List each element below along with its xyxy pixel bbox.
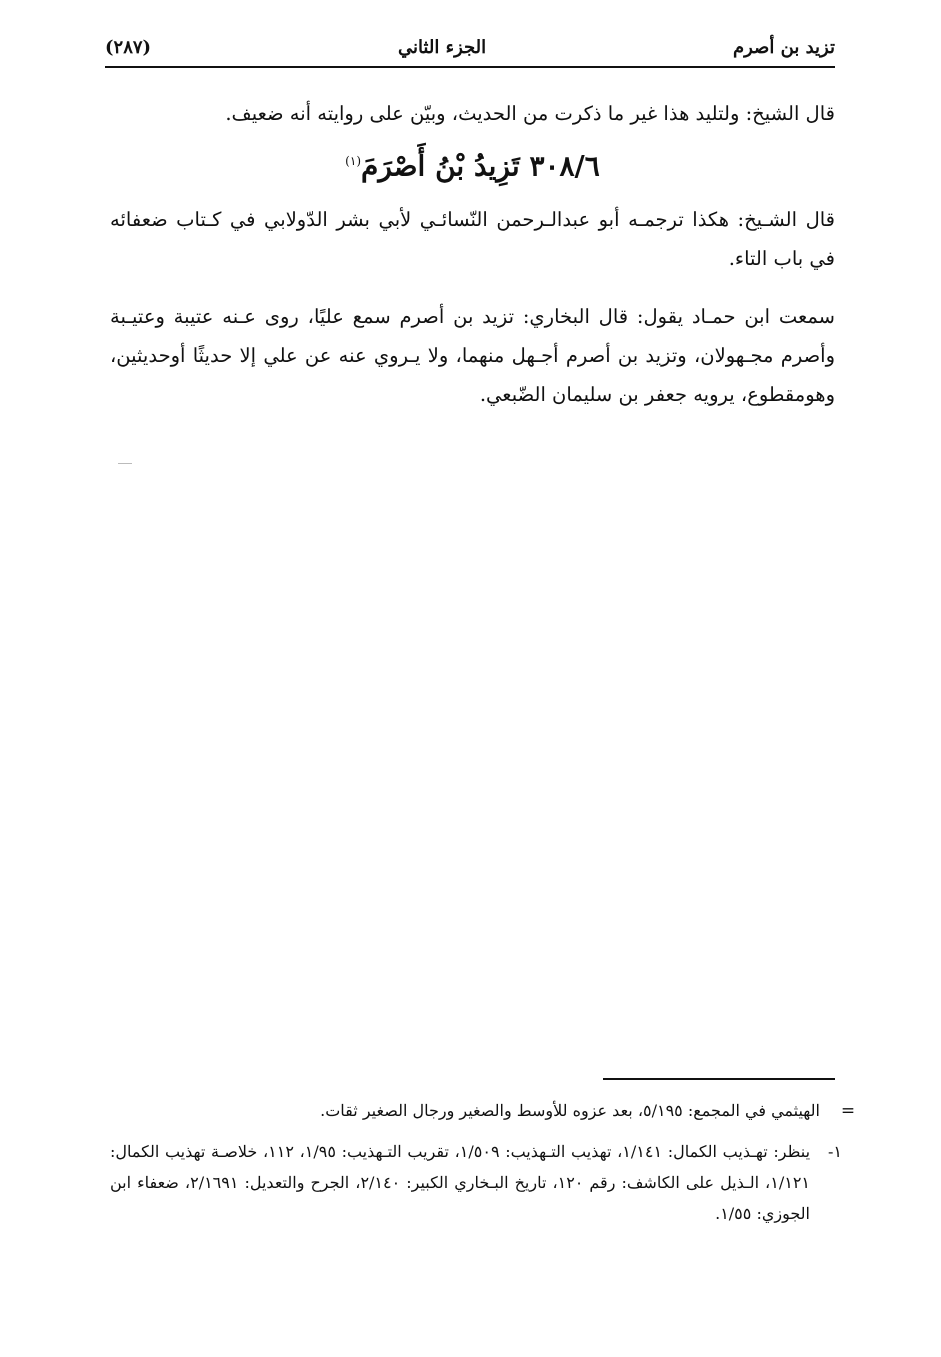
footnote-1-number: ١- (828, 1142, 842, 1161)
entry-heading-text: ٣٠٨/٦ تَزِيدُ بْنُ أَصْرَمَ (361, 149, 600, 183)
footnote-continuation-marker: = (840, 1101, 856, 1121)
entry-footnote-ref: (١) (345, 154, 361, 168)
header-volume-part: الجزء الثاني (397, 36, 487, 58)
paragraph-bukhari-quote: سمعت ابن حمـاد يقول: قال البخاري: تزيد بن أصرم سمع عليًا، روى عـنه عتيبة وعتيـبة وأصرم مجـهولان، وتزيد بن أصرم أجـهل منهما، ولا يـروي عنه عن علي إلا حديثًا أوحديثين، وهومقطوع، يرويه جعفر بن سليمان الضّبعي. (110, 305, 835, 406)
footnote-continuation: الهيثمي في المجمع: ٥/١٩٥، بعد عزوه للأوسط والصغير ورجال الصغير ثقات. (320, 1101, 820, 1120)
header-entry-name: تزيد بن أصرم (732, 36, 835, 58)
entry-heading (110, 138, 835, 184)
footnote-rule (603, 1078, 835, 1080)
paragraph-translation-note: قال الشـيخ: هكذا ترجمـه أبو عبدالـرحمن النّسائـي لأبي بشر الدّولابي في كـتاب ضعفائه في باب التاء. (110, 208, 835, 270)
stray-mark (118, 463, 132, 464)
header-page-number: (٢٨٧) (105, 36, 152, 58)
paragraph-sheikh-comment: قال الشيخ: ولتليد هذا غير ما ذكرت من الحديث، وبيّن على روايته أنه ضعيف. (225, 102, 835, 125)
header-rule (105, 66, 835, 68)
running-header (105, 32, 835, 62)
footnote-1: ينظر: تهـذيب الكمال: ١/١٤١، تهذيب التـهذيب: ١/٥٠٩، تقريب التـهذيب: ١/٩٥، ١١٢، خلاصـة تهذيب الكمال: ١/١٢١، الـذيل على الكاشف: رقم ١٢٠، تاريخ البـخاري الكبير: ٢/١٤٠، الجرح والتعديل: ٢/١٦٩١، ضعفاء ابن الجوزي: ١/٥٥. (110, 1142, 811, 1223)
